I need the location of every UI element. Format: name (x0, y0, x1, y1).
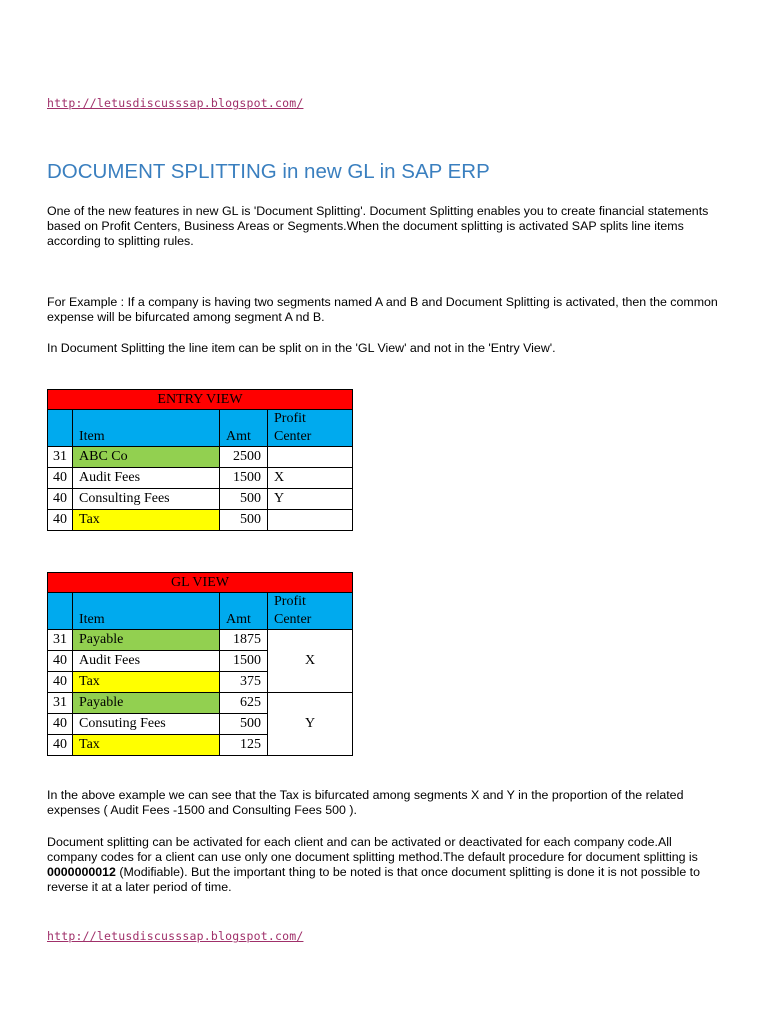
amount-cell: 500 (220, 714, 268, 735)
item-cell: Consuting Fees (73, 714, 220, 735)
header-key (48, 410, 73, 447)
posting-key: 40 (48, 489, 73, 510)
posting-key: 40 (48, 510, 73, 531)
amount-cell: 500 (220, 510, 268, 531)
intro-paragraph: One of the new features in new GL is 'Document Splitting'. Document Splitting enables you to create financial statements based on Profit Centers, Business Areas or Segments.When the document splitting is activated SAP splits line items according to splitting rules. (47, 204, 709, 248)
table-row (48, 630, 353, 651)
table-row (48, 468, 353, 489)
table-row (48, 447, 353, 468)
gl-view-table (47, 572, 353, 756)
segment-y-cell: Y (268, 693, 353, 756)
amount-cell: 1500 (220, 651, 268, 672)
gl-view-title-row (48, 573, 353, 593)
entry-view-header-row (48, 410, 353, 447)
posting-key: 40 (48, 672, 73, 693)
header-key (48, 593, 73, 630)
posting-key: 40 (48, 468, 73, 489)
posting-key: 31 (48, 630, 73, 651)
item-cell: Tax (73, 510, 220, 531)
activation-text-pre: Document splitting can be activated for each client and can be activated or deactivated for each company code.All company codes for a client can use only one document splitting method.The default procedure for document splitting is (47, 835, 698, 864)
blog-link-top[interactable]: http://letusdiscusssap.blogspot.com/ (47, 96, 304, 110)
explanation-paragraph: In the above example we can see that the Tax is bifurcated among segments X and Y in the proportion of the related expenses ( Audit Fees -1500 and Consulting Fees 500 ). (47, 788, 684, 817)
item-cell: Audit Fees (73, 468, 220, 489)
entry-view-title: ENTRY VIEW (48, 390, 353, 410)
profit-center-cell: X (268, 468, 353, 489)
example-paragraph: For Example : If a company is having two segments named A and B and Document Splitting is activated, then the common expense will be bifurcated among segment A nd B. (47, 295, 718, 324)
item-cell: Tax (73, 735, 220, 756)
default-procedure-code: 0000000012 (47, 865, 116, 879)
activation-paragraph (47, 835, 722, 895)
item-cell: ABC Co (73, 447, 220, 468)
table-row (48, 693, 353, 714)
posting-key: 40 (48, 735, 73, 756)
activation-text-post: (Modifiable). But the important thing to be noted is that once document splitting is done it is not possible to reverse it at a later period of time. (47, 865, 700, 894)
posting-key: 40 (48, 651, 73, 672)
header-amt: Amt (220, 410, 268, 447)
posting-key: 31 (48, 693, 73, 714)
header-profit-center (268, 593, 353, 630)
header-pc-line1: Profit (274, 594, 306, 609)
header-amt: Amt (220, 593, 268, 630)
item-cell: Payable (73, 630, 220, 651)
entry-view-table (47, 389, 353, 531)
header-item: Item (73, 410, 220, 447)
gl-view-title: GL VIEW (48, 573, 353, 593)
header-profit-center (268, 410, 353, 447)
amount-cell: 375 (220, 672, 268, 693)
gl-view-header-row (48, 593, 353, 630)
views-paragraph: In Document Splitting the line item can be split on in the 'GL View' and not in the 'Entry View'. (47, 341, 556, 355)
item-cell: Tax (73, 672, 220, 693)
amount-cell: 500 (220, 489, 268, 510)
entry-view-title-row (48, 390, 353, 410)
posting-key: 31 (48, 447, 73, 468)
profit-center-cell (268, 510, 353, 531)
amount-cell: 1500 (220, 468, 268, 489)
segment-x-cell: X (268, 630, 353, 693)
item-cell: Audit Fees (73, 651, 220, 672)
posting-key: 40 (48, 714, 73, 735)
item-cell: Consulting Fees (73, 489, 220, 510)
amount-cell: 625 (220, 693, 268, 714)
amount-cell: 2500 (220, 447, 268, 468)
table-row (48, 510, 353, 531)
page-title: DOCUMENT SPLITTING in new GL in SAP ERP (47, 160, 490, 183)
blog-link-bottom[interactable]: http://letusdiscusssap.blogspot.com/ (47, 929, 304, 943)
amount-cell: 125 (220, 735, 268, 756)
profit-center-cell (268, 447, 353, 468)
profit-center-cell: Y (268, 489, 353, 510)
item-cell: Payable (73, 693, 220, 714)
header-pc-line2: Center (274, 429, 312, 444)
header-pc-line2: Center (274, 612, 312, 627)
table-row (48, 489, 353, 510)
amount-cell: 1875 (220, 630, 268, 651)
header-item: Item (73, 593, 220, 630)
header-pc-line1: Profit (274, 411, 306, 426)
